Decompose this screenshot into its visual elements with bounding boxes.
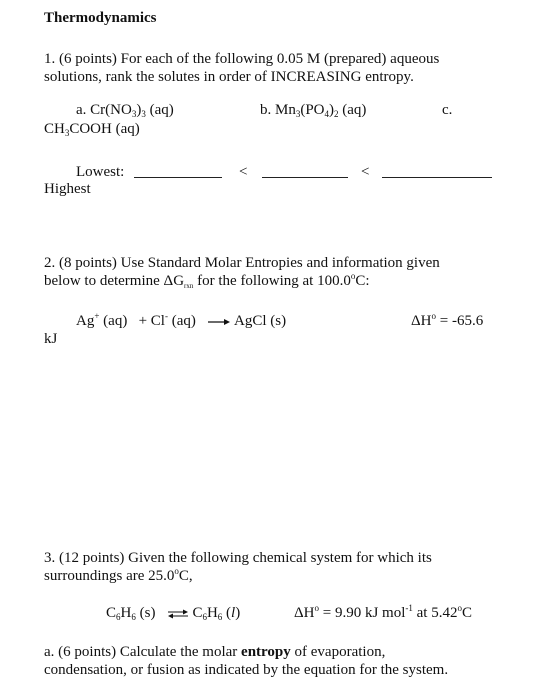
q1-c-label: c. — [442, 102, 453, 118]
reaction-arrow-icon — [207, 317, 231, 327]
q3-enthalpy: $\Delta H^o = 9.90$ kJ mol$^{-1}$ at 5.42$^o$C — [294, 603, 472, 621]
q1-b-label: b. — [260, 102, 272, 118]
q2-reaction-equation: Ag+ (aq) + Cl- (aq) AgCl (s) — [76, 311, 287, 329]
q3-dh-exponent: -1 — [405, 603, 413, 613]
q3a-line1-pre: a. (6 points) Calculate the molar — [44, 644, 242, 660]
q3-dh-text: = 9.90 kJ mol — [318, 605, 406, 621]
q1-text-line2: solutions, rank the solutes in order of INCREASING entropy. — [44, 69, 414, 85]
q1-less-than-2: < — [361, 164, 370, 180]
q3-dh-degree: o — [457, 603, 462, 613]
q2-rxn-subscript: rxn — [184, 282, 194, 290]
q1-a-formula: $Cr(NO_3)_3$ — [90, 102, 146, 119]
equilibrium-arrow-icon — [167, 608, 189, 620]
q3-text-line1: 3. (12 points) Given the following chemical system for which its — [44, 550, 432, 566]
q3-degree: o — [174, 566, 179, 576]
q3-dh-celsius: C — [461, 605, 472, 621]
q1-solute-b — [260, 101, 366, 120]
q3-equilibrium-equation: $C_6H_6$ (s) $C_6H_6$ (l) — [106, 605, 241, 622]
q1-solute-a — [76, 101, 174, 120]
page-title: Thermodynamics — [44, 10, 157, 26]
q1-answer-blank-3[interactable] — [382, 177, 492, 178]
q3a-keyword-entropy: entropy — [241, 644, 291, 660]
q2-line2-end: C: — [355, 273, 370, 289]
q1-solute-c — [44, 120, 140, 139]
q2-degree: o — [350, 271, 356, 281]
q1-less-than-1: < — [239, 164, 248, 180]
q2-line2-pre: below to determine ΔG — [44, 273, 185, 289]
q3-text-line2 — [44, 567, 193, 586]
q2-line2-post: for the following at 100.0 — [193, 273, 351, 289]
q1-answer-blank-1[interactable] — [134, 177, 222, 178]
q1-c-formula: $CH_3COOH$ — [44, 121, 112, 138]
q1-c-phase: (aq) — [115, 121, 140, 137]
q3a-text-line2: condensation, or fusion as indicated by the equation for the system. — [44, 662, 449, 678]
q2-enthalpy: $\Delta H^o = -65.6$ — [411, 311, 484, 329]
q3a-text-line1 — [44, 643, 385, 662]
q1-answer-blank-2[interactable] — [262, 177, 348, 178]
q1-a-phase: (aq) — [149, 102, 174, 118]
q3-dh-at: at 5.42 — [412, 605, 458, 621]
q2-text-line1: 2. (8 points) Use Standard Molar Entropies and information given — [44, 255, 440, 271]
q1-lowest-label: Lowest: — [76, 164, 125, 180]
q1-b-formula: $Mn_3(PO_4)_2$ — [275, 102, 339, 119]
q2-dh-value: = -65.6 — [435, 313, 484, 329]
q1-highest-label: Highest — [44, 181, 91, 197]
q1-a-label: a. — [76, 102, 87, 118]
q2-unit: kJ — [44, 331, 58, 347]
q2-text-line2 — [44, 272, 370, 291]
q3a-line1-post: of evaporation, — [290, 644, 386, 660]
q3-line2-end: C, — [178, 568, 193, 584]
q3-line2-pre: surroundings are 25.0 — [44, 568, 175, 584]
q1-b-phase: (aq) — [342, 102, 367, 118]
q1-text-line1: 1. (6 points) For each of the following 0.05 M (prepared) aqueous — [44, 51, 440, 67]
